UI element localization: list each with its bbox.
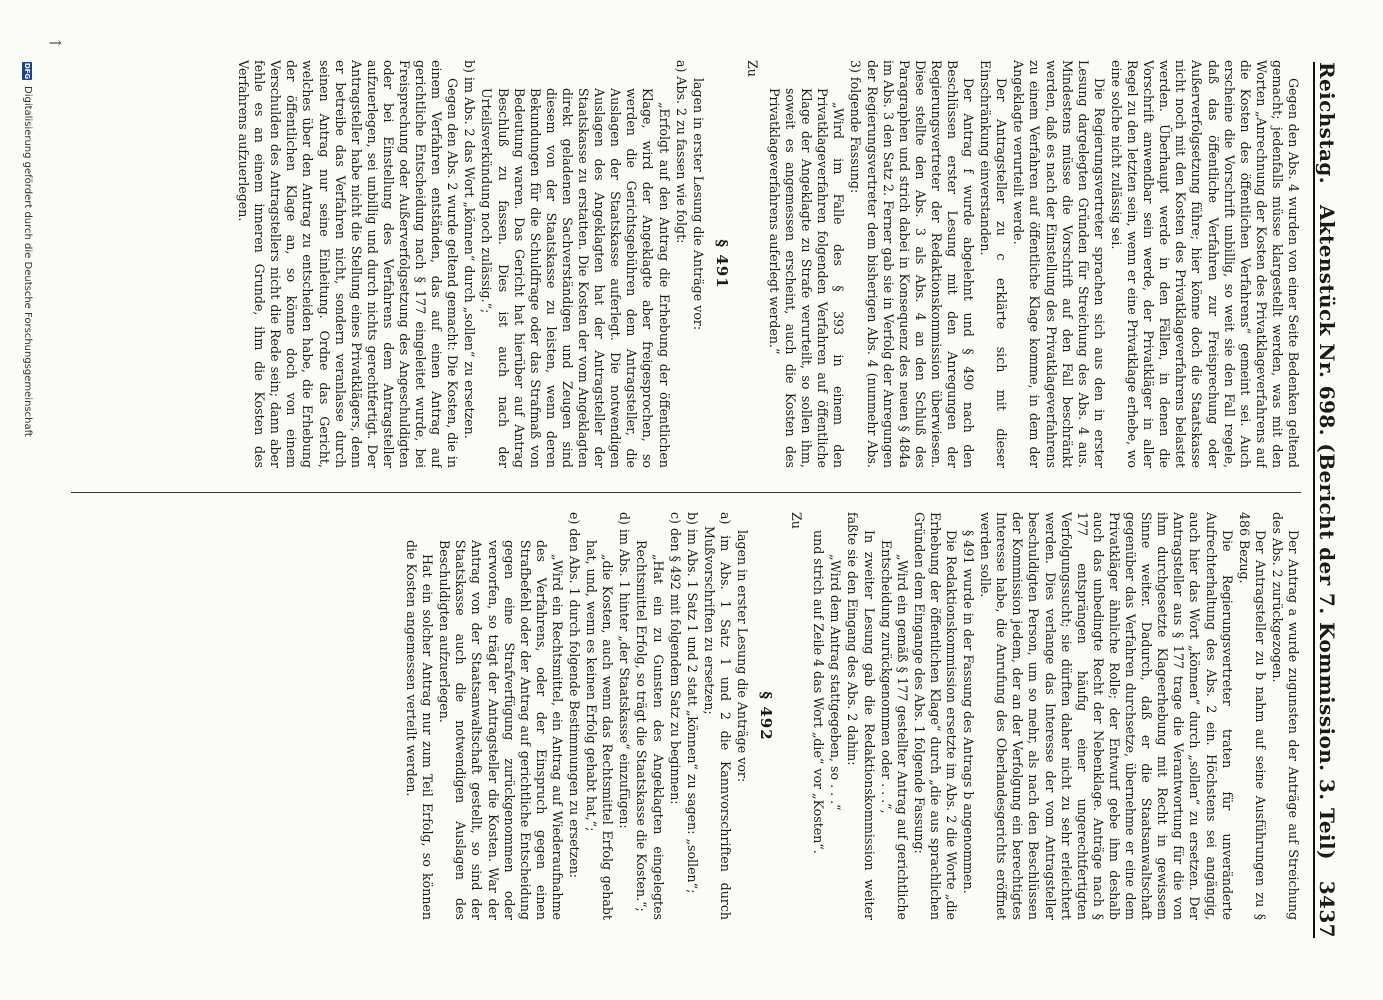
section-heading: § 492 (757, 691, 776, 741)
section-heading: § 491 (712, 239, 731, 289)
list-item: b) im Abs. 1 Satz 1 und 2 statt „können“ zu sagen: „sollen“; (684, 512, 700, 894)
left-column (71, 60, 1301, 468)
list-item: e) den Abs. 1 durch folgende Bestimmungen zu ersetzen: (567, 512, 583, 879)
paragraph: Der Antrag a wurde zugunsten der Anträge auf Streichung des Abs. 2 zurückgezogen. (1269, 512, 1301, 920)
paragraph: lagen in erster Lesung die Anträge vor: (690, 78, 706, 331)
paragraph: Zu (789, 512, 805, 529)
paragraph: § 491 wurde in der Fassung des Antrags b angenommen. (961, 530, 977, 894)
page-header (1313, 62, 1353, 938)
page-number: 3437 (1315, 880, 1339, 938)
paragraph: Der Antrag f wurde abgelehnt und § 490 nach den Beschlüssen erster Lesung mit den Anregungen der Regierungsvertreter der Redaktionskommission überwiesen. Diese stellte den Abs. 3 als Abs. 4 an den Schluß des Paragraphen und strich dabei in Konsequenz des neuen § 484a im Abs. 3 den Satz 2. Ferner gab sie in Verfolg der Anregungen der Regierungsvertreter dem bisherigen Abs. 4 (nunmehr Abs. 3) folgende Fassung: (848, 60, 977, 468)
list-item: a) im Abs. 1 Satz 1 und 2 die Kannvorschriften durch Mußvorschriften zu ersetzen; (701, 512, 733, 920)
right-column (71, 512, 1301, 920)
quoted-text: „Wird ein gemäß § 177 gestellter Antrag auf gerichtliche Entscheidung zurückgenommen oder . . .“, (878, 540, 910, 920)
footer (22, 62, 33, 437)
list-item: a) Abs. 2 zu fassen wie folgt: (673, 60, 689, 244)
scan-mark: ↗ (44, 31, 67, 55)
paragraph: Gegen den Abs. 4 wurden von einer Seite Bedenken geltend gemacht; jedenfalls müsse klargestellt werden, was mit den Worten „Anrechnung der Kosten des Privatklageverfahrens auf die Kosten des öffentlichen Verfahrens“ gemeint sei. Auch erscheine die Vorschrift unbillig, so weit sie den Fall regele, daß das öffentliche Verfahren zur Freisprechung oder Außerverfolgsetzung führe; hier könne doch die Staatskasse nicht noch mit den Kosten des Privatklageverfahrens belastet werden. Überhaupt werde in den Fällen, in denen die Vorschrift anwendbar sein werde, der Privatkläger in aller Regel zu den letzten sein, wenn er eine Privatklage erhebe, wo eine solche nicht zulässig sei. (1108, 60, 1301, 468)
header-title: Aktenstück Nr. 698. (Bericht der 7. Kommission. 3. Teil) (1315, 204, 1339, 860)
quoted-text: „Erfolgt auf den Antrag die Erhebung der öffentlichen Klage, wird der Angeklagte aber freigesprochen, so werden die Gerichtsgebühren dem Antragsteller, die Auslagen der Staatskasse auferlegt. Die notwendigen Auslagen des Angeklagten hat der Antragsteller der Staatskasse zu erstatten. Die Kosten der vom Angeklagten direkt geladenen Sachverständigen und Zeugen sind diesem von der Staatskasse zu leisten, wenn deren Bekundungen für die Schuldfrage oder das Strafmaß von Bedeutung waren. Das Gericht hat hierüber auf Antrag Beschluß zu fassen. Dies ist auch nach der Urteilsverkündung noch zulässig.“; (479, 88, 672, 468)
paragraph: Der Antragsteller zu b nahm auf seine Ausführungen zu § 486 Bezug. (1236, 512, 1268, 920)
list-item: c) den § 492 mit folgendem Satz zu beginnen: (667, 512, 683, 805)
paragraph: Der Antragsteller zu c erklärte sich mit dieser Einschränkung einverstanden. (978, 60, 1010, 468)
list-item: b) im Abs. 2 das Wort „können“ durch „sollen“ zu ersetzen. (462, 60, 478, 439)
paragraph: Die Redaktionskommission ersetzte im Abs. 2 die Worte „die Erhebung der öffentlichen Klage“ durch „die aus sprachlichen Gründen dem Eingange des Abs. 1 folgende Fassung: (911, 512, 960, 920)
paragraph: Die Regierungsvertreter traten für unveränderte Aufrechterhaltung des Abs. 2 ein. Höchstens sei angängig, auch hier das Wort „können“ durch „sollen“ zu ersetzen. Der Antragsteller aus § 177 trage die Verantwortung für die von ihm durchgesetzte Klageerhebung mit Recht in gewissem Sinne weiter. Dadurch, daß er die Staatsanwaltschaft gegenüber das Verfahren durchsetze, übernehme er eine dem Privatkläger ähnliche Rolle; der Entwurf gebe ihm deshalb auch das unbedingte Recht der Nebenklage. Anträge nach § 177 entsprängen häufig einer ungerechtfertigten Verfolgungssucht; sie dürften daher nicht zu sehr erleichtert werden. Dies verlange das Interesse der vom Antragsteller beschuldigten Person, um so mehr, als nach den Beschlüssen der Kommission jedem, der an der Verfolgung ein berechtigtes Interesse habe, die Anrufung des Oberlandesgerichts eröffnet werden solle. (978, 512, 1235, 920)
footer-credit: Digitalisierung gefördert durch die Deutsche Forschungsgemeinschaft (22, 86, 33, 437)
quoted-text: Hat ein solcher Antrag nur zum Teil Erfolg, so können die Kosten angemessen verteilt werden. (404, 540, 436, 920)
paragraph: Die Regierungsvertreter sprachen sich aus den in erster Lesung dargelegten Gründen für Streichung des Abs. 4 aus. Mindestens müsse die Vorschrift auf den Fall beschränkt werden, daß es nach der Einstellung des Privatklageverfahrens zu einem Verfahren auf öffentliche Klage komme, in dem der Angeklagte verurteilt werde. (1011, 60, 1107, 468)
paragraph: und strich auf Zeile 4 das Wort „die“ vor „Kosten“. (811, 530, 827, 854)
quoted-text: „Hat ein zu Gunsten des Angeklagten eingelegtes Rechtsmittel Erfolg, so trägt die Staatskasse die Kosten.“; (634, 540, 666, 920)
quoted-text: „Wird im Falle des § 393 in einem den Privatklageverfahren folgenden Verfahren auf öffentliche Klage der Angeklagte zu Strafe verurteilt, so sollen ihm, soweit es angemessen erscheint, auch die Kosten des Privatklageverfahrens auferlegt werden.“ (767, 88, 847, 468)
dfg-logo-icon: DFG (23, 62, 32, 80)
paragraph: In zweiter Lesung gab die Redaktionskommission weiter faßte sie den Eingang des Abs. 2 dahin: (845, 512, 877, 920)
quoted-text: „Wird dem Antrag stattgegeben, so . . .“ (828, 554, 844, 811)
paragraph: lagen in erster Lesung die Anträge vor: (735, 530, 750, 783)
paragraph: Gegen den Abs. 2 wurde geltend gemacht: Die Kosten, die in einem Verfahren entständen, das auf einen Antrag auf gerichtliche Entscheidung nach § 177 eingeleitet wurde, bei Freisprechung oder Außerverfolgsetzung des Angeschuldigten oder bei Einstellung des Verfahrens dem Antragsteller aufzuerlegen, sei unbillig und durch nichts gerechtfertigt. Der Antragsteller habe nicht die Stellung eines Privatklägers, denn er betreibe das Verfahren nicht, sondern veranlasse durch seinen Antrag nur seine Einleitung. Ordne das Gericht, welches über den Antrag zu entscheiden habe, die Erhebung der öffentlichen Klage an, so könne doch von einem Verschulden des Antragstellers nicht die Rede sein; dann aber fehle es an einem inneren Grunde, ihm die Kosten des Verfahrens aufzuerlegen. (236, 60, 461, 468)
quoted-text: „Wird ein Rechtsmittel, ein Antrag auf Wiederaufnahme des Verfahrens, oder der Einspruch gegen einen Strafbefehl oder der Antrag auf gerichtliche Entscheidung gegen eine Strafverfügung zurückgenommen oder verworfen, so trägt der Antragsteller die Kosten. War der Antrag von der Staatsanwaltschaft gestellt, so sind der Staatskasse auch die notwendigen Auslagen des Beschuldigten aufzuerlegen. (437, 540, 565, 920)
paragraph: Zu (744, 60, 760, 77)
column-divider (71, 492, 1301, 493)
header-left: Reichstag. (1315, 62, 1339, 185)
list-item: d) im Abs. 1 hinter „der Staatskasse“ einzufügen: (617, 512, 633, 829)
quoted-text: „die Kosten, auch wenn das Rechtsmittel Erfolg gehabt hat, und, wenn es keinen Erfolg gehabt hat,“; (584, 540, 616, 920)
